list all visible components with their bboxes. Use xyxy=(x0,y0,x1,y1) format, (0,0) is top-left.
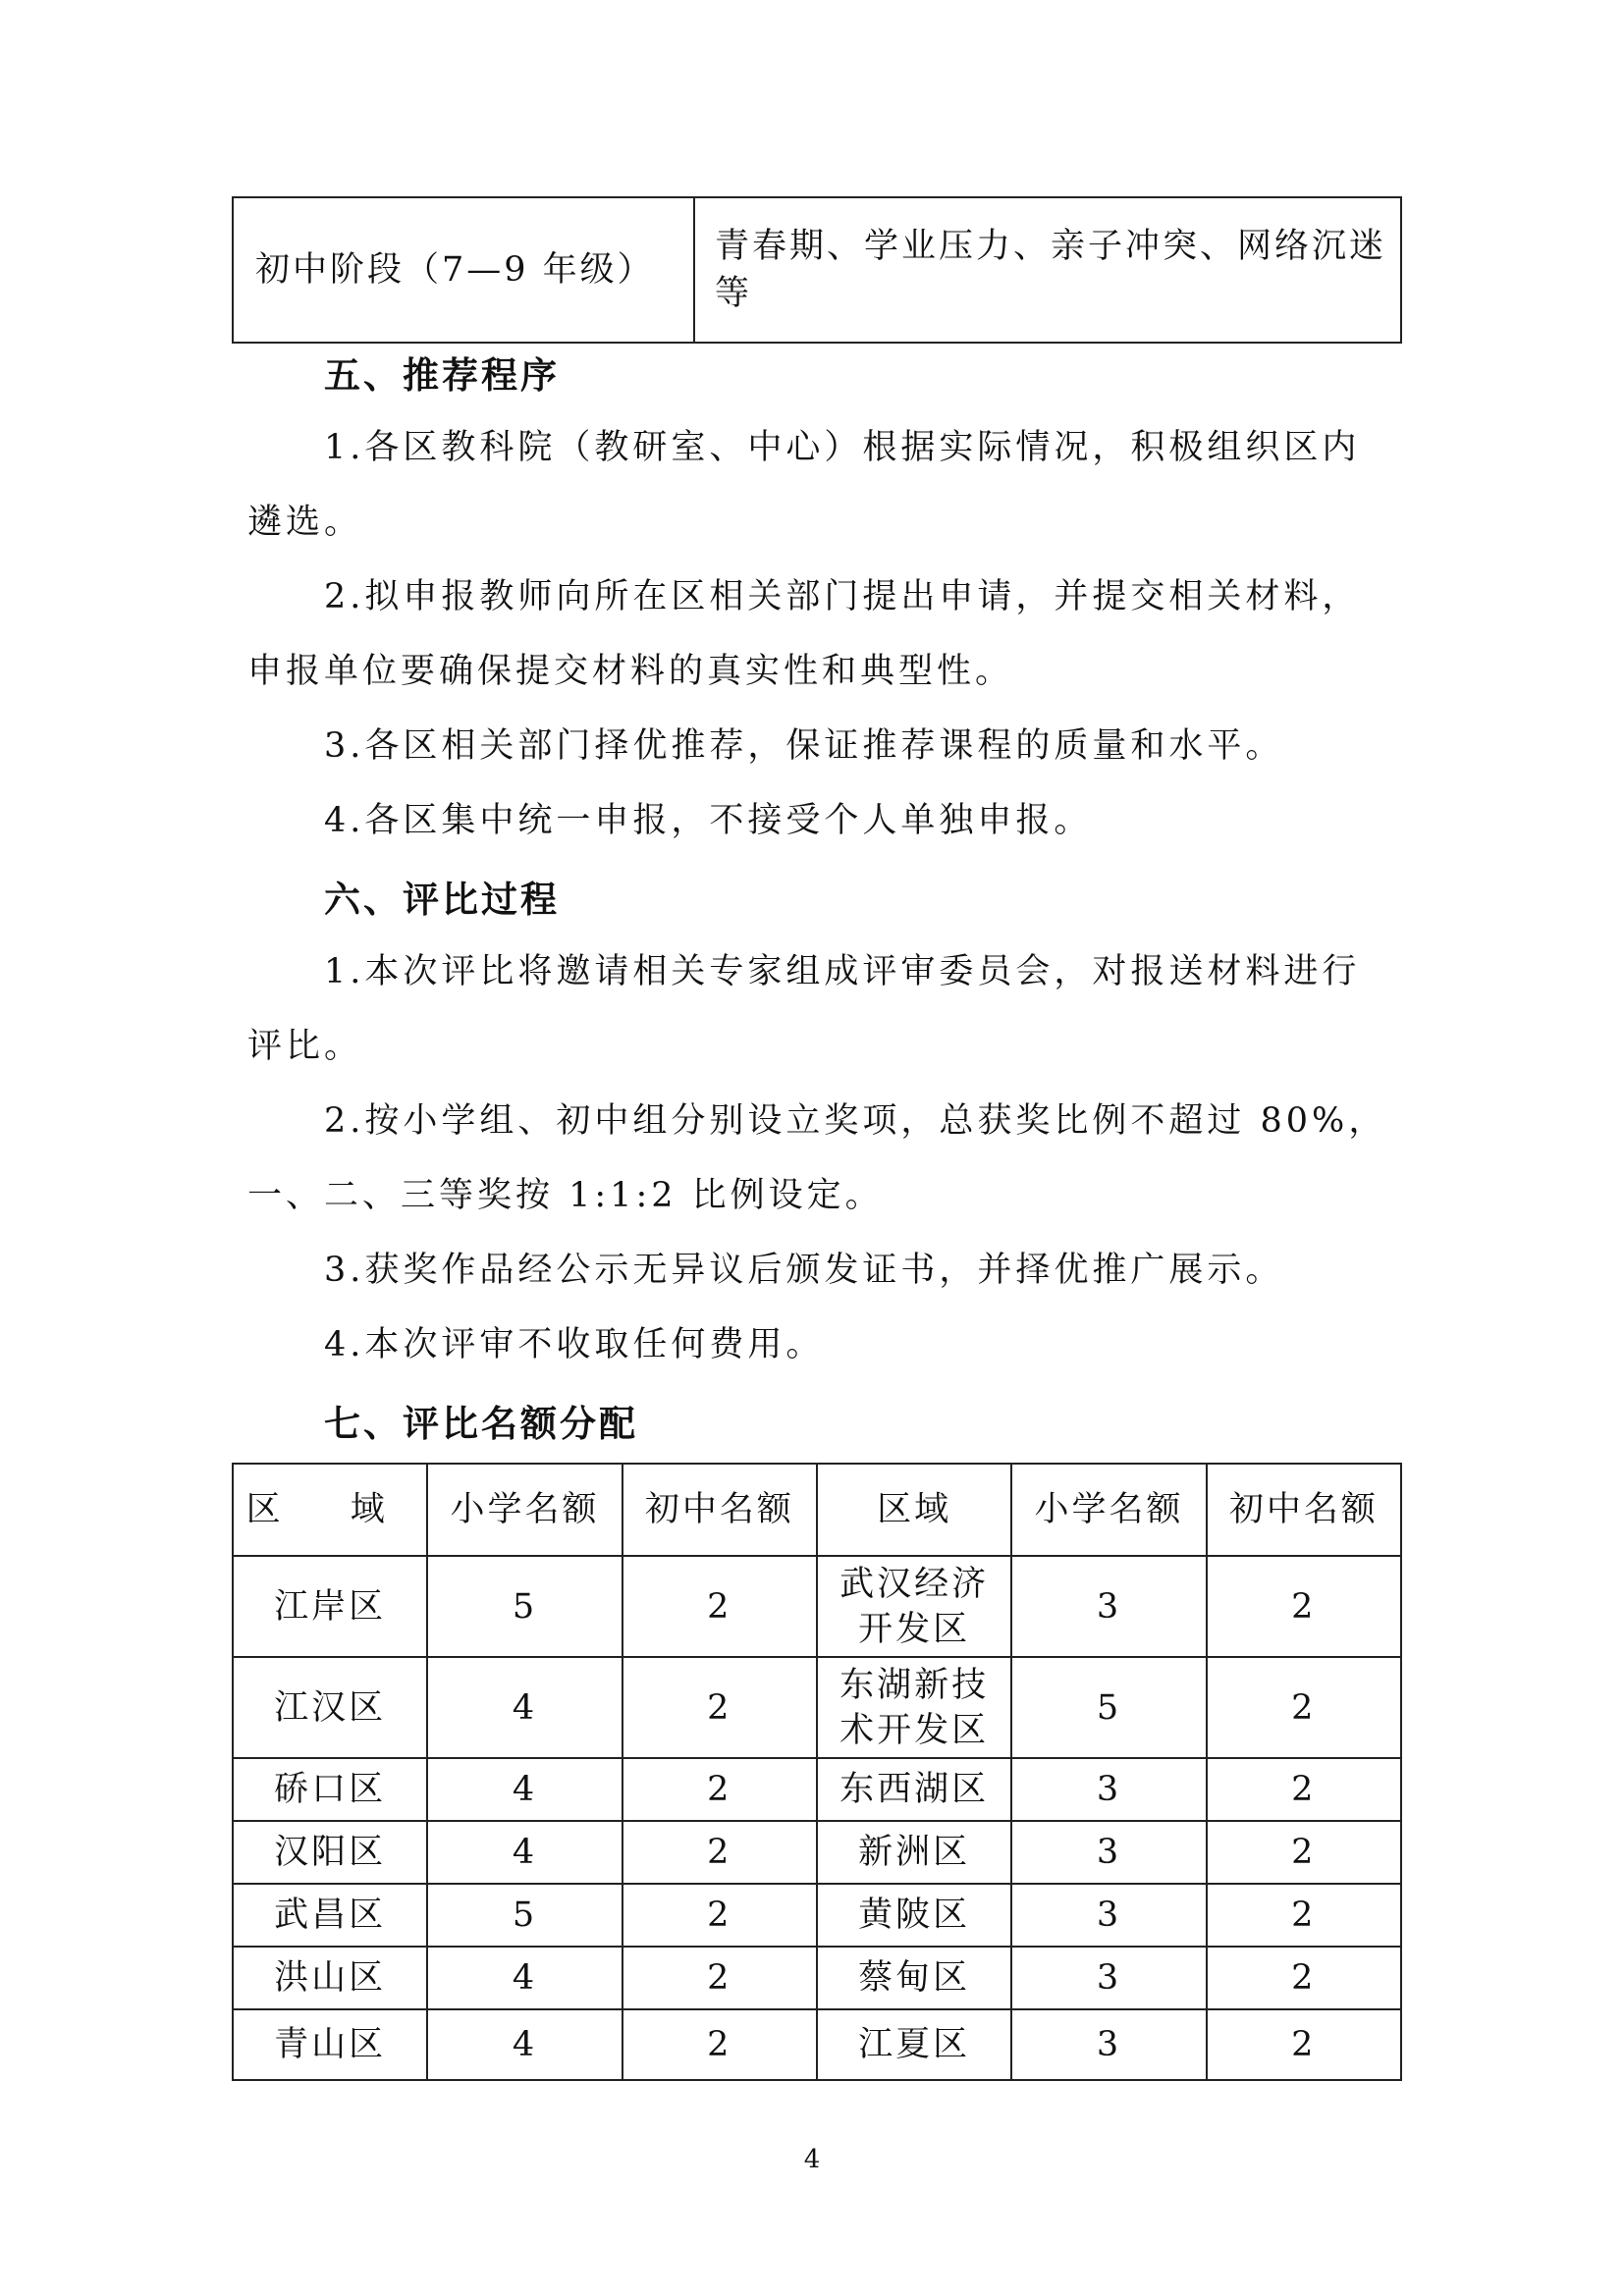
table-cell: 3 xyxy=(1011,1821,1206,1884)
paragraph: 2.按小学组、初中组分别设立奖项，总获奖比例不超过 80%，一、二、三等奖按 1:1:2 比例设定。 xyxy=(247,1101,1387,1215)
table-cell: 5 xyxy=(427,1884,622,1947)
table-cell: 2 xyxy=(623,1657,817,1758)
table-cell: 5 xyxy=(427,1556,622,1657)
table-cell: 4 xyxy=(427,1758,622,1821)
table-row xyxy=(233,1657,1401,1758)
table-cell: 3 xyxy=(1011,1884,1206,1947)
table-cell: 3 xyxy=(1011,1758,1206,1821)
col-header: 初中名额 xyxy=(623,1464,817,1556)
table-cell: 4 xyxy=(427,2009,622,2080)
quota-table xyxy=(232,1463,1402,2081)
stage-table xyxy=(232,196,1402,344)
table-cell: 武昌区 xyxy=(233,1884,427,1947)
table-cell: 2 xyxy=(623,1947,817,2009)
table-cell: 青山区 xyxy=(233,2009,427,2080)
table-row xyxy=(233,197,1401,343)
table-cell: 2 xyxy=(623,1821,817,1884)
table-cell: 3 xyxy=(1011,1556,1206,1657)
col-header: 小学名额 xyxy=(1011,1464,1206,1556)
table-cell: 东湖新技术开发区 xyxy=(817,1657,1011,1758)
table-header-row xyxy=(233,1464,1401,1556)
table-cell: 2 xyxy=(1207,1821,1401,1884)
paragraph: 1.本次评比将邀请相关专家组成评审委员会，对报送材料进行评比。 xyxy=(247,952,1361,1066)
table-row xyxy=(233,1556,1401,1657)
paragraph: 1.各区教科院（教研室、中心）根据实际情况，积极组织区内遴选。 xyxy=(247,428,1361,542)
section-heading-recommend: 五、推荐程序 xyxy=(324,354,560,397)
topics-cell: 青春期、学业压力、亲子冲突、网络沉迷等 xyxy=(694,197,1401,343)
table-cell: 4 xyxy=(427,1821,622,1884)
table-cell: 江岸区 xyxy=(233,1556,427,1657)
table-cell: 2 xyxy=(1207,1657,1401,1758)
col-header: 区域 xyxy=(817,1464,1011,1556)
table-cell: 新洲区 xyxy=(817,1821,1011,1884)
paragraph: 3.各区相关部门择优推荐，保证推荐课程的质量和水平。 xyxy=(324,726,1284,766)
table-cell: 3 xyxy=(1011,2009,1206,2080)
table-cell: 2 xyxy=(1207,1947,1401,2009)
paragraph: 4.本次评审不收取任何费用。 xyxy=(324,1325,825,1364)
table-row xyxy=(233,1758,1401,1821)
table-cell: 2 xyxy=(1207,1556,1401,1657)
table-cell: 2 xyxy=(623,1884,817,1947)
table-cell: 2 xyxy=(623,1758,817,1821)
table-cell: 4 xyxy=(427,1947,622,2009)
table-cell: 东西湖区 xyxy=(817,1758,1011,1821)
table-cell: 5 xyxy=(1011,1657,1206,1758)
table-cell: 蔡甸区 xyxy=(817,1947,1011,2009)
table-cell: 江夏区 xyxy=(817,2009,1011,2080)
section-heading-review: 六、评比过程 xyxy=(324,879,560,921)
paragraph: 2.拟申报教师向所在区相关部门提出申请，并提交相关材料，申报单位要确保提交材料的真实性和典型性。 xyxy=(247,577,1361,691)
col-header: 区 域 xyxy=(233,1464,427,1556)
section-heading-quota: 七、评比名额分配 xyxy=(324,1403,638,1445)
paragraph: 3.获奖作品经公示无异议后颁发证书，并择优推广展示。 xyxy=(324,1251,1284,1290)
table-cell: 洪山区 xyxy=(233,1947,427,2009)
table-cell: 4 xyxy=(427,1657,622,1758)
paragraph: 4.各区集中统一申报，不接受个人单独申报。 xyxy=(324,801,1093,840)
table-cell: 2 xyxy=(1207,1884,1401,1947)
table-cell: 黄陂区 xyxy=(817,1884,1011,1947)
stage-cell: 初中阶段（7—9 年级） xyxy=(233,197,694,343)
table-cell: 2 xyxy=(623,2009,817,2080)
table-row xyxy=(233,2009,1401,2080)
col-header: 初中名额 xyxy=(1207,1464,1401,1556)
col-header: 小学名额 xyxy=(427,1464,622,1556)
table-cell: 武汉经济开发区 xyxy=(817,1556,1011,1657)
table-cell: 江汉区 xyxy=(233,1657,427,1758)
table-row xyxy=(233,1821,1401,1884)
table-cell: 2 xyxy=(1207,1758,1401,1821)
table-cell: 汉阳区 xyxy=(233,1821,427,1884)
page-number: 4 xyxy=(803,2145,821,2174)
table-cell: 2 xyxy=(1207,2009,1401,2080)
table-row xyxy=(233,1884,1401,1947)
table-cell: 硚口区 xyxy=(233,1758,427,1821)
table-cell: 2 xyxy=(623,1556,817,1657)
table-row xyxy=(233,1947,1401,2009)
table-cell: 3 xyxy=(1011,1947,1206,2009)
